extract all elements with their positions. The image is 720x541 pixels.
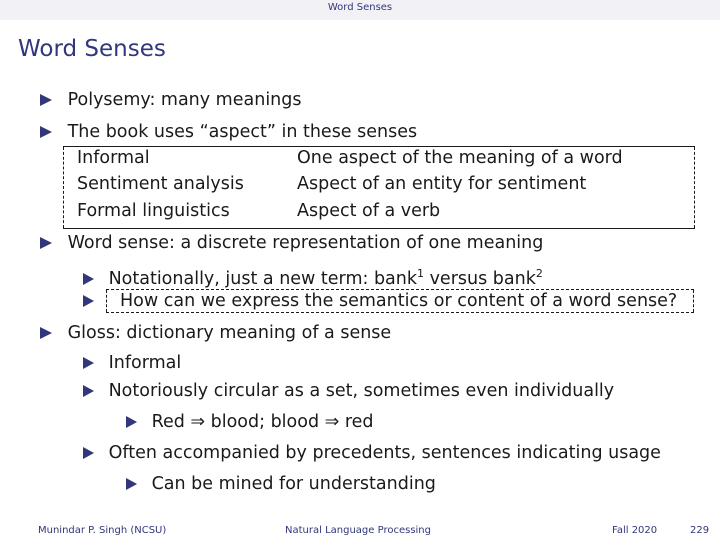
bullet-triangle-icon — [40, 94, 52, 106]
table-row — [77, 148, 623, 168]
bullet-text: Gloss: dictionary meaning of a sense — [67, 323, 392, 343]
table-cell-context: Informal — [77, 148, 150, 168]
bullet-triangle-icon — [83, 357, 94, 369]
table-row — [77, 174, 587, 194]
header-strip — [0, 0, 720, 20]
subsubbullet-mined — [126, 473, 436, 495]
subbullet-notation — [83, 263, 543, 290]
bullet-text: Often accompanied by precedents, sentences indicating usage — [108, 443, 661, 463]
bullet-triangle-icon — [126, 416, 137, 428]
bullet-triangle-icon — [126, 478, 137, 490]
footer-term: Fall 2020 — [612, 525, 658, 536]
table-row — [77, 201, 441, 221]
bullet-text: Red ⇒ blood; blood ⇒ red — [151, 412, 374, 432]
bullet-word-sense — [40, 232, 543, 254]
header-section-title: Word Senses — [327, 2, 393, 13]
bullet-triangle-icon — [40, 237, 52, 249]
bullet-text: Notoriously circular as a set, sometimes even individually — [108, 381, 615, 401]
subbullet-question-marker — [83, 290, 94, 312]
bullet-triangle-icon — [83, 295, 94, 307]
bullet-text: The book uses “aspect” in these senses — [67, 122, 418, 142]
subbullet-circular — [83, 380, 614, 402]
bullet-text: Informal — [108, 353, 182, 373]
footer-course: Natural Language Processing — [285, 525, 431, 536]
bullet-triangle-icon — [40, 327, 52, 339]
subsubbullet-red-blood — [126, 411, 374, 433]
bullet-triangle-icon — [83, 447, 94, 459]
bullet-triangle-icon — [83, 385, 94, 397]
footer-bar — [0, 520, 720, 541]
bullet-text: Can be mined for understanding — [151, 474, 436, 494]
bullet-text: Polysemy: many meanings — [67, 90, 302, 110]
bullet-gloss — [40, 322, 391, 344]
subbullet-precedents — [83, 442, 661, 464]
bullet-triangle-icon — [40, 126, 52, 138]
table-cell-context: Formal linguistics — [77, 201, 230, 221]
subbullet-informal — [83, 352, 181, 374]
bullet-text: Word sense: a discrete representation of one meaning — [67, 233, 544, 253]
table-cell-meaning: Aspect of a verb — [297, 201, 441, 221]
question-box — [106, 289, 694, 313]
notation-text: Notationally, just a new term: bank$^1$ versus bank$^2$ — [108, 267, 543, 289]
footer-page-number: 229 — [690, 525, 710, 536]
question-text: How can we express the semantics or content of a word sense? — [120, 291, 678, 311]
table-cell-meaning: Aspect of an entity for sentiment — [297, 174, 587, 194]
bullet-book — [40, 121, 417, 143]
table-cell-meaning: One aspect of the meaning of a word — [297, 148, 623, 168]
slide-title: Word Senses — [18, 36, 166, 62]
bullet-triangle-icon — [83, 273, 94, 285]
senses-table — [63, 146, 695, 229]
table-cell-context: Sentiment analysis — [77, 174, 244, 194]
bullet-polysemy — [40, 89, 302, 111]
footer-author: Munindar P. Singh (NCSU) — [38, 525, 167, 536]
